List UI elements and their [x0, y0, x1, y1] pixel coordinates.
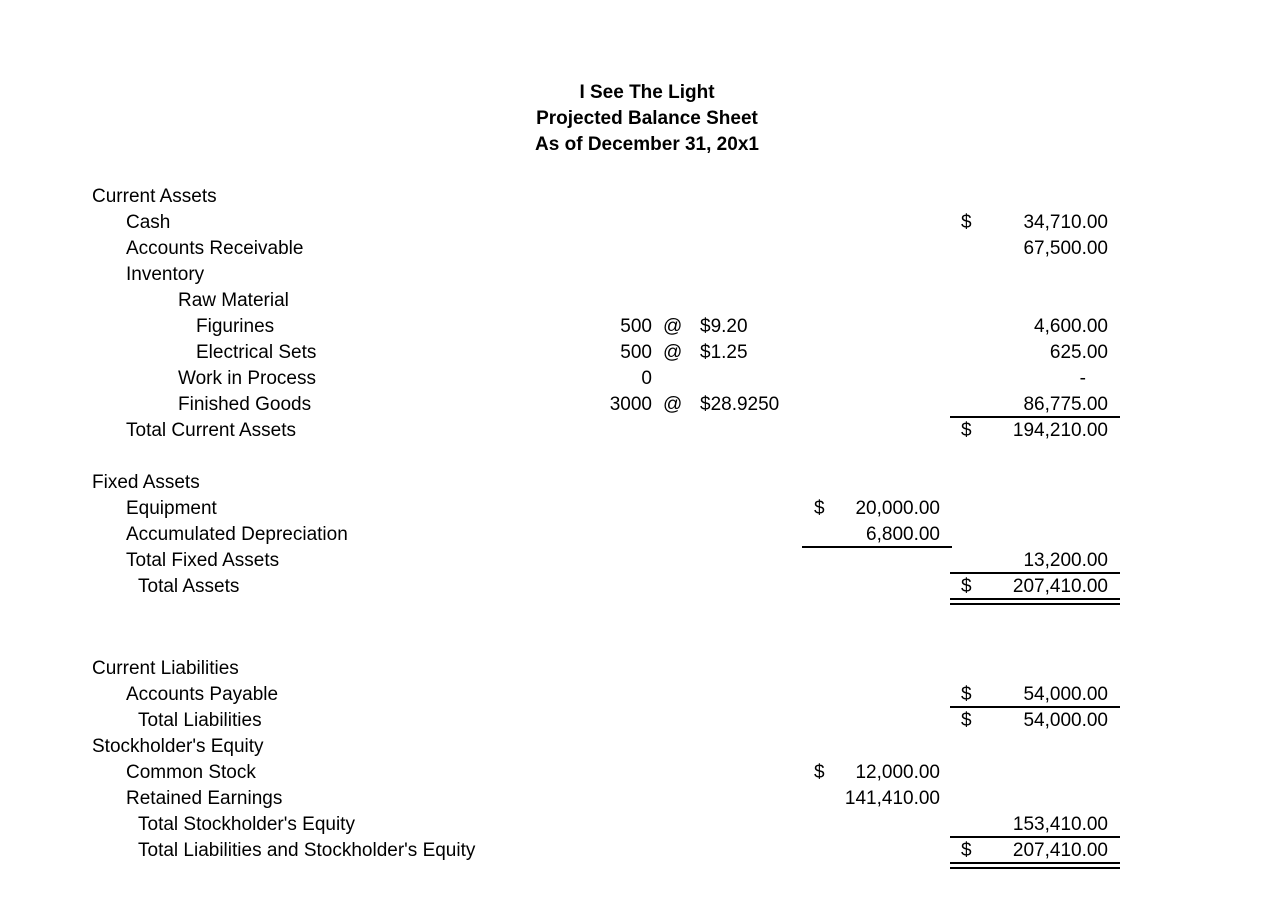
- accounts-receivable-label: Accounts Receivable: [126, 238, 304, 259]
- total-assets-amount: 207,410.00: [1012, 576, 1108, 597]
- accumulated-depreciation-label: Accumulated Depreciation: [126, 524, 348, 545]
- total-liabilities-amount: 54,000.00: [1023, 710, 1108, 731]
- total-fixed-assets-amount: 13,200.00: [1023, 550, 1108, 571]
- retained-earnings-amount: 141,410.00: [844, 788, 940, 809]
- total-equity-amount: 153,410.00: [1012, 814, 1108, 835]
- work-in-process-qty: 0: [641, 368, 652, 389]
- figurines-label: Figurines: [196, 316, 275, 337]
- total-liabilities-label: Total Liabilities: [138, 710, 262, 731]
- common-stock-amount: 12,000.00: [855, 762, 940, 783]
- equipment-label: Equipment: [126, 498, 217, 519]
- statement-title: Projected Balance Sheet: [536, 108, 758, 129]
- total-current-assets-label: Total Current Assets: [126, 420, 297, 441]
- total-assets-currency: $: [961, 576, 972, 597]
- electrical-sets-qty: 500: [620, 342, 652, 363]
- total-current-assets-amount: 194,210.00: [1012, 420, 1108, 441]
- electrical-sets-at: @: [663, 342, 683, 363]
- figurines-qty: 500: [620, 316, 652, 337]
- figurines-amount: 4,600.00: [1034, 316, 1108, 337]
- cash-amount: 34,710.00: [1023, 212, 1108, 233]
- retained-earnings-label: Retained Earnings: [126, 788, 283, 809]
- electrical-sets-label: Electrical Sets: [196, 342, 317, 363]
- accounts-receivable-amount: 67,500.00: [1023, 238, 1108, 259]
- total-liabilities-equity-amount: 207,410.00: [1012, 840, 1108, 861]
- company-name: I See The Light: [579, 82, 715, 103]
- finished-goods-price: $28.9250: [700, 394, 780, 415]
- accounts-payable-amount: 54,000.00: [1023, 684, 1108, 705]
- accumulated-depreciation-amount: 6,800.00: [866, 524, 940, 545]
- current-assets-heading: Current Assets: [92, 186, 217, 207]
- common-stock-label: Common Stock: [126, 762, 256, 783]
- equity-heading: Stockholder's Equity: [92, 736, 264, 757]
- electrical-sets-price: $1.25: [700, 342, 748, 363]
- statement-date: As of December 31, 20x1: [535, 134, 759, 155]
- finished-goods-label: Finished Goods: [178, 394, 312, 415]
- equipment-amount: 20,000.00: [855, 498, 940, 519]
- current-liabilities-heading: Current Liabilities: [92, 658, 239, 679]
- inventory-label: Inventory: [126, 264, 205, 285]
- raw-material-label: Raw Material: [178, 290, 289, 311]
- total-liabilities-equity-label: Total Liabilities and Stockholder's Equity: [138, 840, 476, 861]
- finished-goods-at: @: [663, 394, 683, 415]
- finished-goods-amount: 86,775.00: [1023, 394, 1108, 415]
- electrical-sets-amount: 625.00: [1049, 342, 1108, 363]
- total-fixed-assets-label: Total Fixed Assets: [126, 550, 280, 571]
- figurines-at: @: [663, 316, 683, 337]
- fixed-assets-heading: Fixed Assets: [92, 472, 200, 493]
- accounts-payable-label: Accounts Payable: [126, 684, 279, 705]
- total-assets-label: Total Assets: [138, 576, 240, 597]
- fixed-assets-subtotal-rule: [802, 546, 952, 548]
- total-assets-double-rule: [950, 598, 1120, 605]
- work-in-process-amount: -: [1079, 368, 1086, 389]
- accounts-payable-currency: $: [961, 684, 972, 705]
- total-liabilities-equity-currency: $: [961, 840, 972, 861]
- cash-label: Cash: [126, 212, 171, 233]
- cash-currency: $: [961, 212, 972, 233]
- total-equity-label: Total Stockholder's Equity: [138, 814, 355, 835]
- total-liabilities-currency: $: [961, 710, 972, 731]
- work-in-process-label: Work in Process: [178, 368, 316, 389]
- total-current-assets-currency: $: [961, 420, 972, 441]
- finished-goods-qty: 3000: [609, 394, 652, 415]
- total-liabilities-equity-double-rule: [950, 862, 1120, 869]
- equipment-currency: $: [814, 498, 825, 519]
- figurines-price: $9.20: [700, 316, 748, 337]
- common-stock-currency: $: [814, 762, 825, 783]
